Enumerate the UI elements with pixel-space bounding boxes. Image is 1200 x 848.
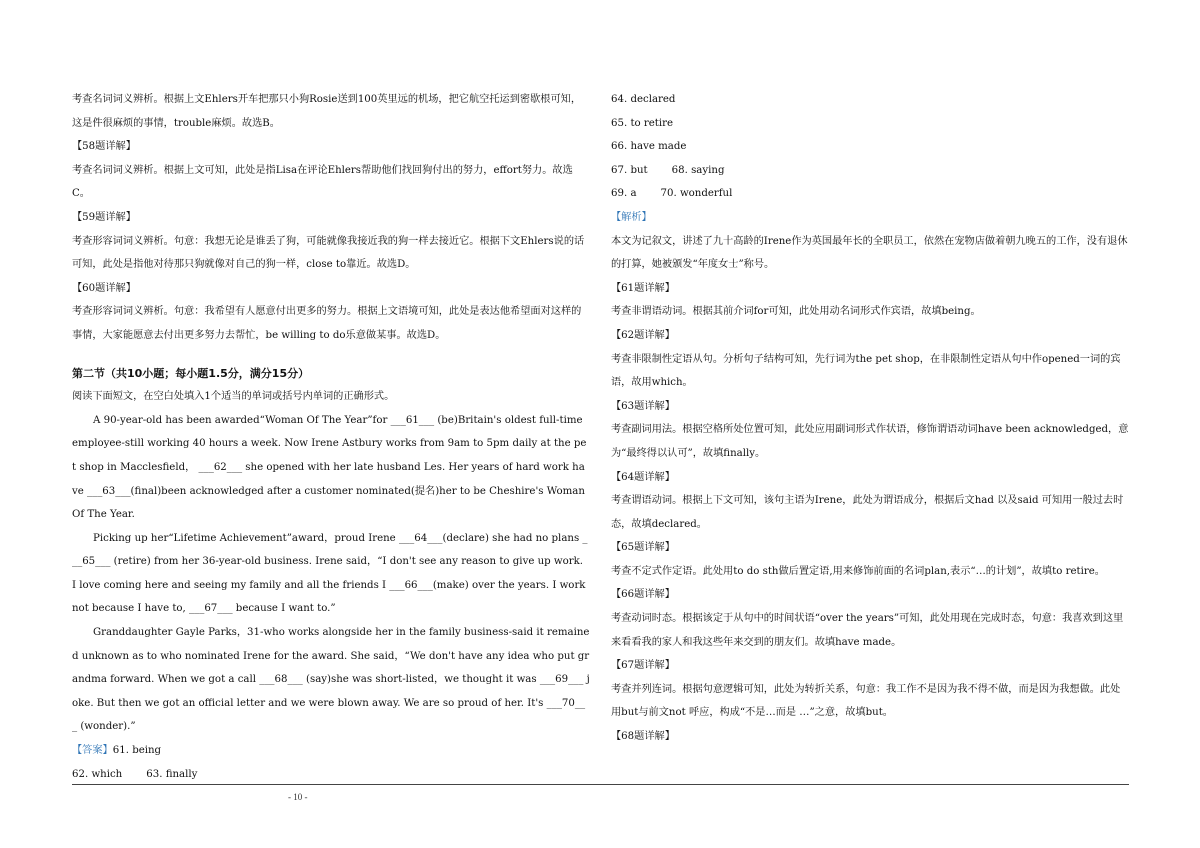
heading-59: 【59题详解】 bbox=[72, 211, 136, 223]
explanation-57: 考查名词词义辨析。根据上文Ehlers开车把那只小狗Rosie送到100英里远的机场，把它航空托运到密歇根可知，这是件很麻烦的事情，trouble麻烦。故选B。 bbox=[72, 94, 582, 129]
explanation-62: 考查非限制性定语从句。分析句子结构可知，先行词为the pet shop，在非限制性定语从句中作opened一词的宾语，故用which。 bbox=[611, 353, 1121, 389]
explanation-67: 考查并列连词。根据句意逻辑可知，此处为转折关系，句意：我工作不是因为我不得不做，而是因为我想做。此处用but与前文not 呼应，构成“不是…而是 …”之意，故填but。 bbox=[611, 683, 1121, 719]
explanation-59: 考查形容词词义辨析。句意：我想无论是谁丢了狗，可能就像我接近我的狗一样去接近它。根据下文Ehlers说的话可知，此处是指他对待那只狗就像对自己的狗一样，close to靠近。故选D。 bbox=[72, 235, 585, 271]
analysis-tag: 【解析】 bbox=[611, 211, 652, 223]
explanation-60: 考查形容词词义辨析。句意：我希望有人愿意付出更多的努力。根据上文语境可知，此处是表达他希望面对这样的事情，大家能愿意去付出更多努力去帮忙，be willing to do乐意做某事。故选D。 bbox=[72, 306, 582, 341]
heading-63: 【63题详解】 bbox=[611, 400, 675, 412]
footer-divider bbox=[72, 784, 1129, 785]
heading-60: 【60题详解】 bbox=[72, 282, 136, 294]
passage-paragraph-1: A 90-year-old has been awarded“Woman Of The Year”for ___61___ (be)Britain's oldest full-time employee-still working 40 hours a week. Now Irene Astbury works from 9am to 5pm daily at the pet shop in Macclesfield， ___62___ she opened with her late husband Les. Her years of hard work have ___63___(final)been acknowledged after a customer nominated(提名)her to be Cheshire's Woman Of The Year. bbox=[72, 414, 587, 521]
answer-66: 66. have made bbox=[611, 141, 687, 153]
answer-61: 61. being bbox=[112, 745, 162, 757]
section-title: 第二节（共10小题；每小题1.5分，满分15分） bbox=[72, 366, 310, 380]
answer-68: 68. saying bbox=[671, 164, 725, 176]
heading-58: 【58题详解】 bbox=[72, 141, 136, 153]
answer-67: 67. but bbox=[611, 164, 648, 176]
heading-66: 【66题详解】 bbox=[611, 589, 675, 601]
heading-61: 【61题详解】 bbox=[611, 282, 675, 294]
left-column bbox=[72, 88, 590, 786]
answer-64: 64. declared bbox=[611, 94, 676, 105]
explanation-66: 考查动词时态。根据该定于从句中的时间状语“over the years”可知，此处用现在完成时态，句意：我喜欢到这里来看看我的家人和我这些年来交到的朋友们。故填have made。 bbox=[611, 613, 1124, 648]
answer-tag: 【答案】 bbox=[72, 745, 113, 757]
explanation-58: 考查名词词义辨析。根据上文可知，此处是指Lisa在评论Ehlers帮助他们找回狗付出的努力，effort努力。故选C。 bbox=[72, 164, 573, 200]
heading-62: 【62题详解】 bbox=[611, 329, 675, 341]
answer-line-69-70 bbox=[611, 182, 1129, 206]
answer-line-2 bbox=[72, 763, 590, 787]
answer-70: 70. wonderful bbox=[660, 188, 733, 200]
heading-65: 【65题详解】 bbox=[611, 542, 675, 554]
answer-62: 62. which bbox=[72, 768, 123, 780]
passage-paragraph-3: Granddaughter Gayle Parks，31-who works alongside her in the family business-said it remained unknown as to who nominated Irene for the award. She said，“We don't have any idea who put grandma forward. When we got a call ___68___ (say)she was short-listed，we thought it was ___69___ joke. But then we got an official letter and we were blown away. We are so proud of her. It's ___70___ (wonder).” bbox=[72, 627, 590, 733]
right-column bbox=[611, 88, 1129, 749]
analysis-text: 本文为记叙文，讲述了九十高龄的Irene作为英国最年长的全职员工，依然在宠物店做着朝九晚五的工作，没有退休的打算，她被颁发“年度女士”称号。 bbox=[611, 235, 1128, 271]
heading-68: 【68题详解】 bbox=[611, 731, 675, 743]
page-number: - 10 - bbox=[288, 792, 308, 802]
explanation-64: 考查谓语动词。根据上下文可知，该句主语为Irene，此处为谓语成分，根据后文had 以及said 可知用一般过去时态，故填declared。 bbox=[611, 495, 1124, 530]
heading-67: 【67题详解】 bbox=[611, 660, 675, 672]
answer-line-67-68 bbox=[611, 159, 1129, 183]
explanation-63: 考查副词用法。根据空格所处位置可知，此处应用副词形式作状语，修饰谓语动词have been acknowledged，意为“最终得以认可”，故填finally。 bbox=[611, 424, 1129, 459]
answer-65: 65. to retire bbox=[611, 117, 674, 129]
instruction: 阅读下面短文，在空白处填入1个适当的单词或括号内单词的正确形式。 bbox=[72, 391, 395, 403]
explanation-61: 考查非谓语动词。根据其前介词for可知，此处用动名词形式作宾语，故填being。 bbox=[611, 306, 981, 318]
heading-64: 【64题详解】 bbox=[611, 471, 675, 483]
answer-line-1 bbox=[72, 739, 590, 763]
answer-69: 69. a bbox=[611, 188, 637, 200]
answer-63: 63. finally bbox=[146, 768, 198, 780]
passage-paragraph-2: Picking up her“Lifetime Achievement”award，proud Irene ___64___(declare) she had no plans ___65___ (retire) from her 36-year-old business. Irene said，“I don't see any reason to give up work. I love coming here and seeing my family and all the friends I ___66___(make) over the years. I work not because I have to, ___67___ because I want to.” bbox=[72, 532, 588, 615]
explanation-65: 考查不定式作定语。此处用to do sth做后置定语,用来修饰前面的名词plan,表示“…的计划”，故填to retire。 bbox=[611, 565, 1105, 577]
